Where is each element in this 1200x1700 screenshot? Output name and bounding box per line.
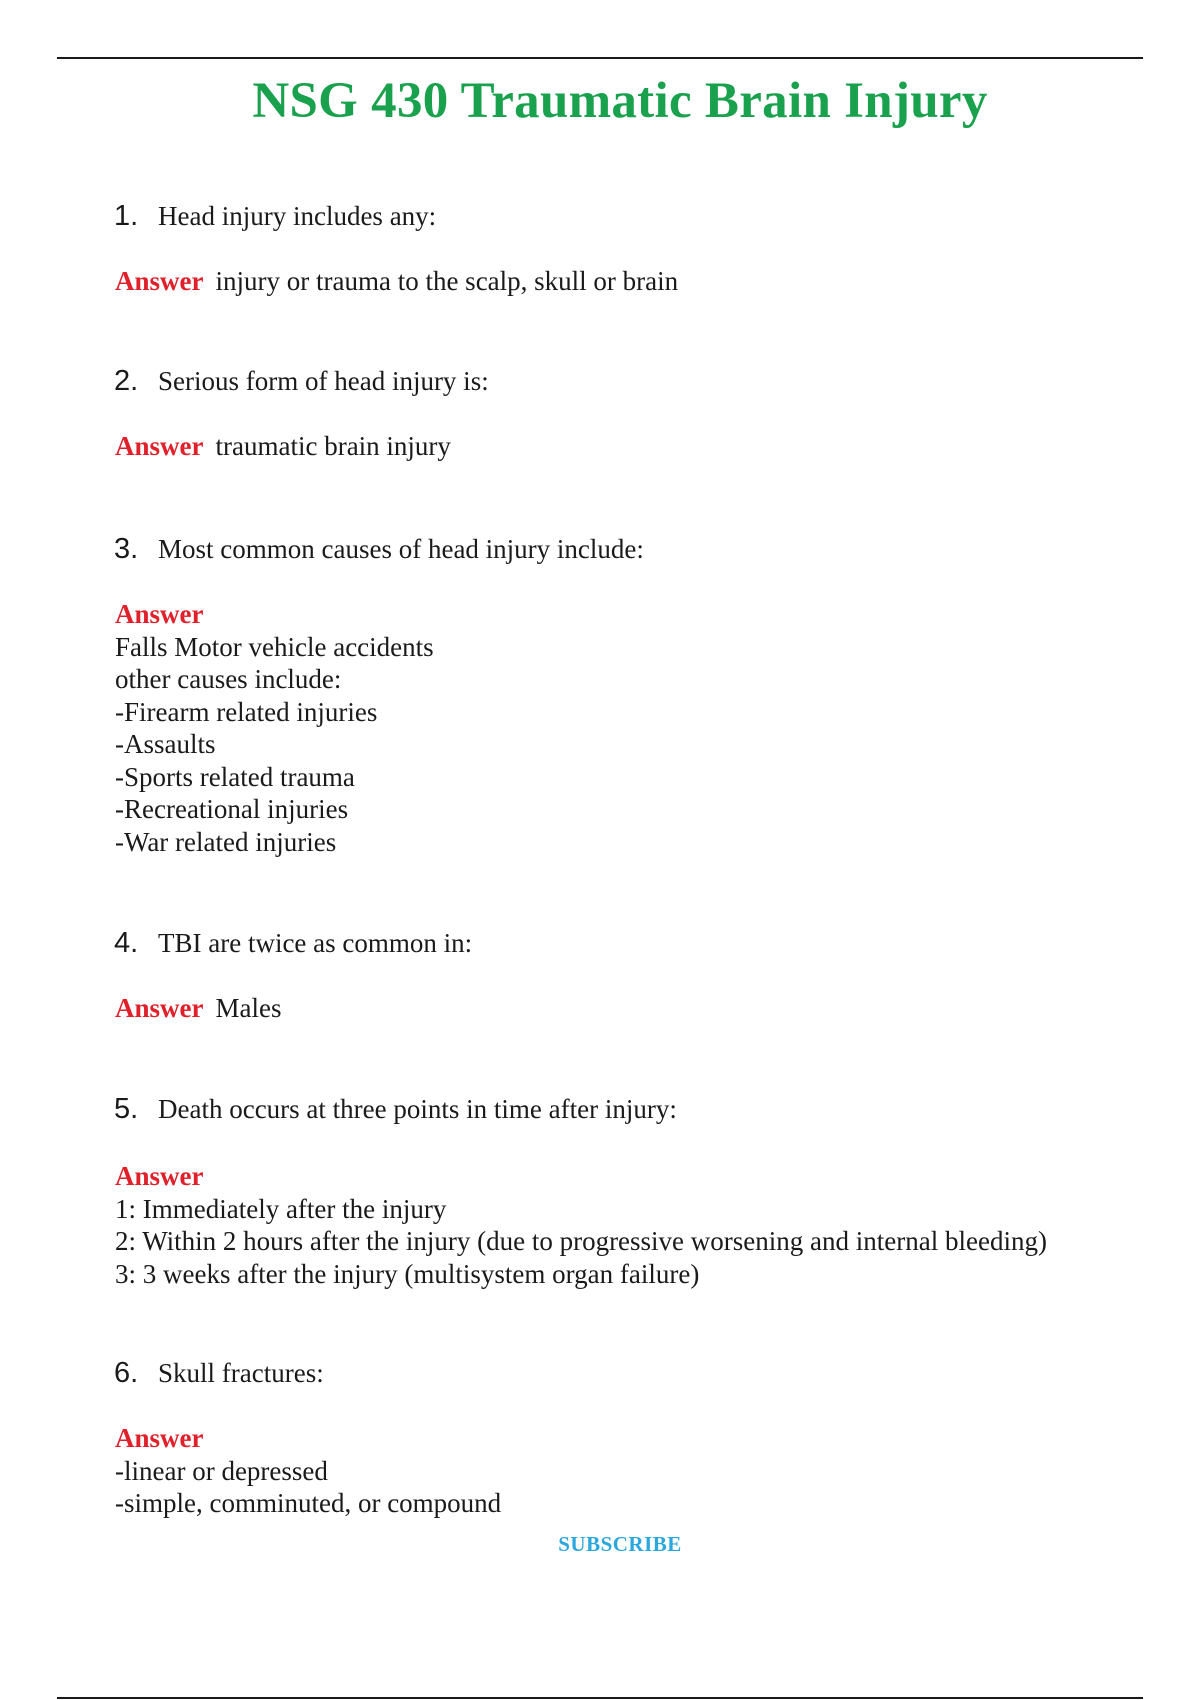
answer-5 <box>115 1160 1047 1290</box>
answer-label: Answer <box>115 1161 204 1191</box>
answer-line: -Sports related trauma <box>115 761 355 792</box>
page-title: NSG 430 Traumatic Brain Injury <box>252 73 988 129</box>
answer-text: injury or trauma to the scalp, skull or brain <box>215 266 679 296</box>
answer-6 <box>115 1422 501 1520</box>
question-text: Most common causes of head injury include: <box>158 534 644 564</box>
subscribe-link[interactable]: SUBSCRIBE <box>558 1532 682 1556</box>
question-6 <box>114 1357 324 1390</box>
answer-line: 2: Within 2 hours after the injury (due to progressive worsening and internal bleeding) <box>115 1226 1047 1256</box>
answer-label: Answer <box>115 431 204 461</box>
question-text: Skull fractures: <box>158 1358 324 1388</box>
question-number: 5. <box>114 1093 139 1125</box>
question-4 <box>114 927 472 960</box>
question-number: 1. <box>114 200 139 232</box>
question-number: 2. <box>114 365 139 397</box>
answer-line: -War related injuries <box>115 826 337 857</box>
answer-line: 3: 3 weeks after the injury (multisystem organ failure) <box>115 1258 700 1289</box>
top-rule <box>57 57 1143 59</box>
answer-text: Males <box>215 993 282 1023</box>
answer-label: Answer <box>115 599 204 629</box>
answer-text: traumatic brain injury <box>215 431 451 461</box>
answer-4 <box>115 992 281 1025</box>
answer-line: -Assaults <box>115 729 216 759</box>
answer-line: -Recreational injuries <box>115 794 349 824</box>
bottom-rule <box>57 1697 1143 1699</box>
answer-line: Falls Motor vehicle accidents <box>115 631 434 662</box>
question-text: Head injury includes any: <box>158 201 437 231</box>
answer-line: -linear or depressed <box>115 1455 328 1486</box>
question-number: 4. <box>114 927 139 959</box>
question-text: TBI are twice as common in: <box>158 928 473 958</box>
question-text: Death occurs at three points in time after injury: <box>158 1094 677 1124</box>
question-3 <box>114 533 644 566</box>
question-5 <box>114 1093 677 1126</box>
question-number: 6. <box>114 1357 139 1389</box>
answer-label: Answer <box>115 266 204 296</box>
answer-1 <box>115 265 678 298</box>
question-1 <box>114 200 436 233</box>
answer-line: other causes include: <box>115 664 342 694</box>
question-2 <box>114 365 489 398</box>
question-number: 3. <box>114 533 139 565</box>
question-text: Serious form of head injury is: <box>158 366 489 396</box>
answer-line: 1: Immediately after the injury <box>115 1193 447 1224</box>
answer-3 <box>115 598 434 858</box>
answer-2 <box>115 430 451 463</box>
answer-line: -Firearm related injuries <box>115 696 378 727</box>
answer-label: Answer <box>115 1423 204 1453</box>
answer-label: Answer <box>115 993 204 1023</box>
answer-line: -simple, comminuted, or compound <box>115 1488 502 1518</box>
